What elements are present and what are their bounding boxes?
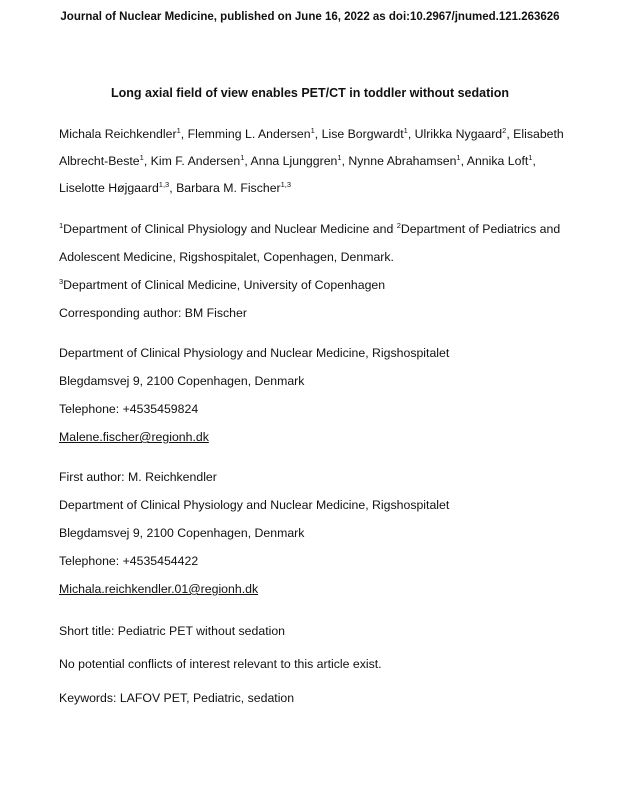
affiliation-line-2: Adolescent Medicine, Rigshospitalet, Copenhagen, Denmark. [59, 250, 394, 264]
author-affiliation-mark: 1,3 [158, 180, 170, 189]
keywords: Keywords: LAFOV PET, Pediatric, sedation [59, 691, 295, 705]
corresponding-email-link[interactable]: Malene.fischer@regionh.dk [59, 430, 209, 444]
author-name-second-part: Albrecht-Beste [59, 154, 140, 168]
affiliation-line-3 [59, 278, 385, 292]
first-author-dept: Department of Clinical Physiology and Nuclear Medicine, Rigshospitalet [59, 498, 450, 512]
author-affiliation-mark: 1,3 [280, 180, 292, 189]
affiliation-text: Department of Pediatrics and [400, 222, 561, 236]
affiliation-mark: 2 [396, 221, 401, 230]
first-author-address: Blegdamsvej 9, 2100 Copenhagen, Denmark [59, 526, 305, 540]
corresponding-author-label: Corresponding author: BM Fischer [59, 306, 247, 320]
first-author-phone: Telephone: +4535454422 [59, 554, 199, 568]
affiliation-line-1 [59, 222, 560, 236]
author-affiliation-mark: 2 [502, 126, 507, 135]
author-affiliation-mark: 1 [240, 153, 245, 162]
author-affiliation-mark: 1 [337, 153, 342, 162]
first-author-email-link[interactable]: Michala.reichkendler.01@regionh.dk [59, 582, 259, 596]
author-name: Anna Ljunggren [250, 154, 338, 168]
author-affiliation-mark: 1 [139, 153, 144, 162]
author-name: Flemming L. Andersen [187, 127, 311, 141]
affiliation-mark: 3 [59, 277, 64, 286]
corresponding-address: Blegdamsvej 9, 2100 Copenhagen, Denmark [59, 374, 305, 388]
author-line-3: Liselotte Højgaard$^{1,3}$, Barbara M. Fischer$^{1,3}$ [59, 180, 292, 195]
author-line-2: Albrecht-Beste$^1$, Kim F. Andersen$^1$, Anna Ljunggren$^1$, Nynne Abrahamsen$^1$, Annika Loft$^1$, [59, 153, 536, 168]
article-title: Long axial field of view enables PET/CT in toddler without sedation [111, 86, 509, 100]
author-name-first-part: Elisabeth [513, 127, 564, 141]
affiliation-mark: 1 [59, 221, 64, 230]
short-title: Short title: Pediatric PET without sedation [59, 624, 286, 638]
author-name: Nynne Abrahamsen [348, 154, 457, 168]
author-name: Lise Borgwardt [321, 127, 404, 141]
journal-header: Journal of Nuclear Medicine, published on June 16, 2022 as doi:10.2967/jnumed.121.263626 [60, 11, 560, 23]
author-name: Annika Loft [466, 154, 529, 168]
author-affiliation-mark: 1 [456, 153, 461, 162]
author-affiliation-mark: 1 [403, 126, 408, 135]
author-line-1: Michala Reichkendler$^1$, Flemming L. Andersen$^1$, Lise Borgwardt$^1$, Ulrikka Nygaard$^2$, Elisabeth [59, 126, 564, 141]
author-affiliation-mark: 1 [310, 126, 315, 135]
author-name: Ulrikka Nygaard [414, 127, 503, 141]
author-name: Michala Reichkendler [59, 127, 177, 141]
corresponding-phone: Telephone: +4535459824 [59, 402, 199, 416]
author-name: Liselotte Højgaard [59, 181, 159, 195]
corresponding-dept: Department of Clinical Physiology and Nuclear Medicine, Rigshospitalet [59, 346, 450, 360]
conflicts-statement: No potential conflicts of interest relevant to this article exist. [59, 657, 382, 671]
affiliation-text: Department of Clinical Medicine, University of Copenhagen [63, 278, 386, 292]
first-author-label: First author: M. Reichkendler [59, 470, 217, 484]
affiliation-text: Department of Clinical Physiology and Nuclear Medicine and [63, 222, 397, 236]
author-name: Kim F. Andersen [150, 154, 241, 168]
author-affiliation-mark: 1 [176, 126, 181, 135]
author-name: Barbara M. Fischer [176, 181, 281, 195]
author-affiliation-mark: 1 [528, 153, 533, 162]
